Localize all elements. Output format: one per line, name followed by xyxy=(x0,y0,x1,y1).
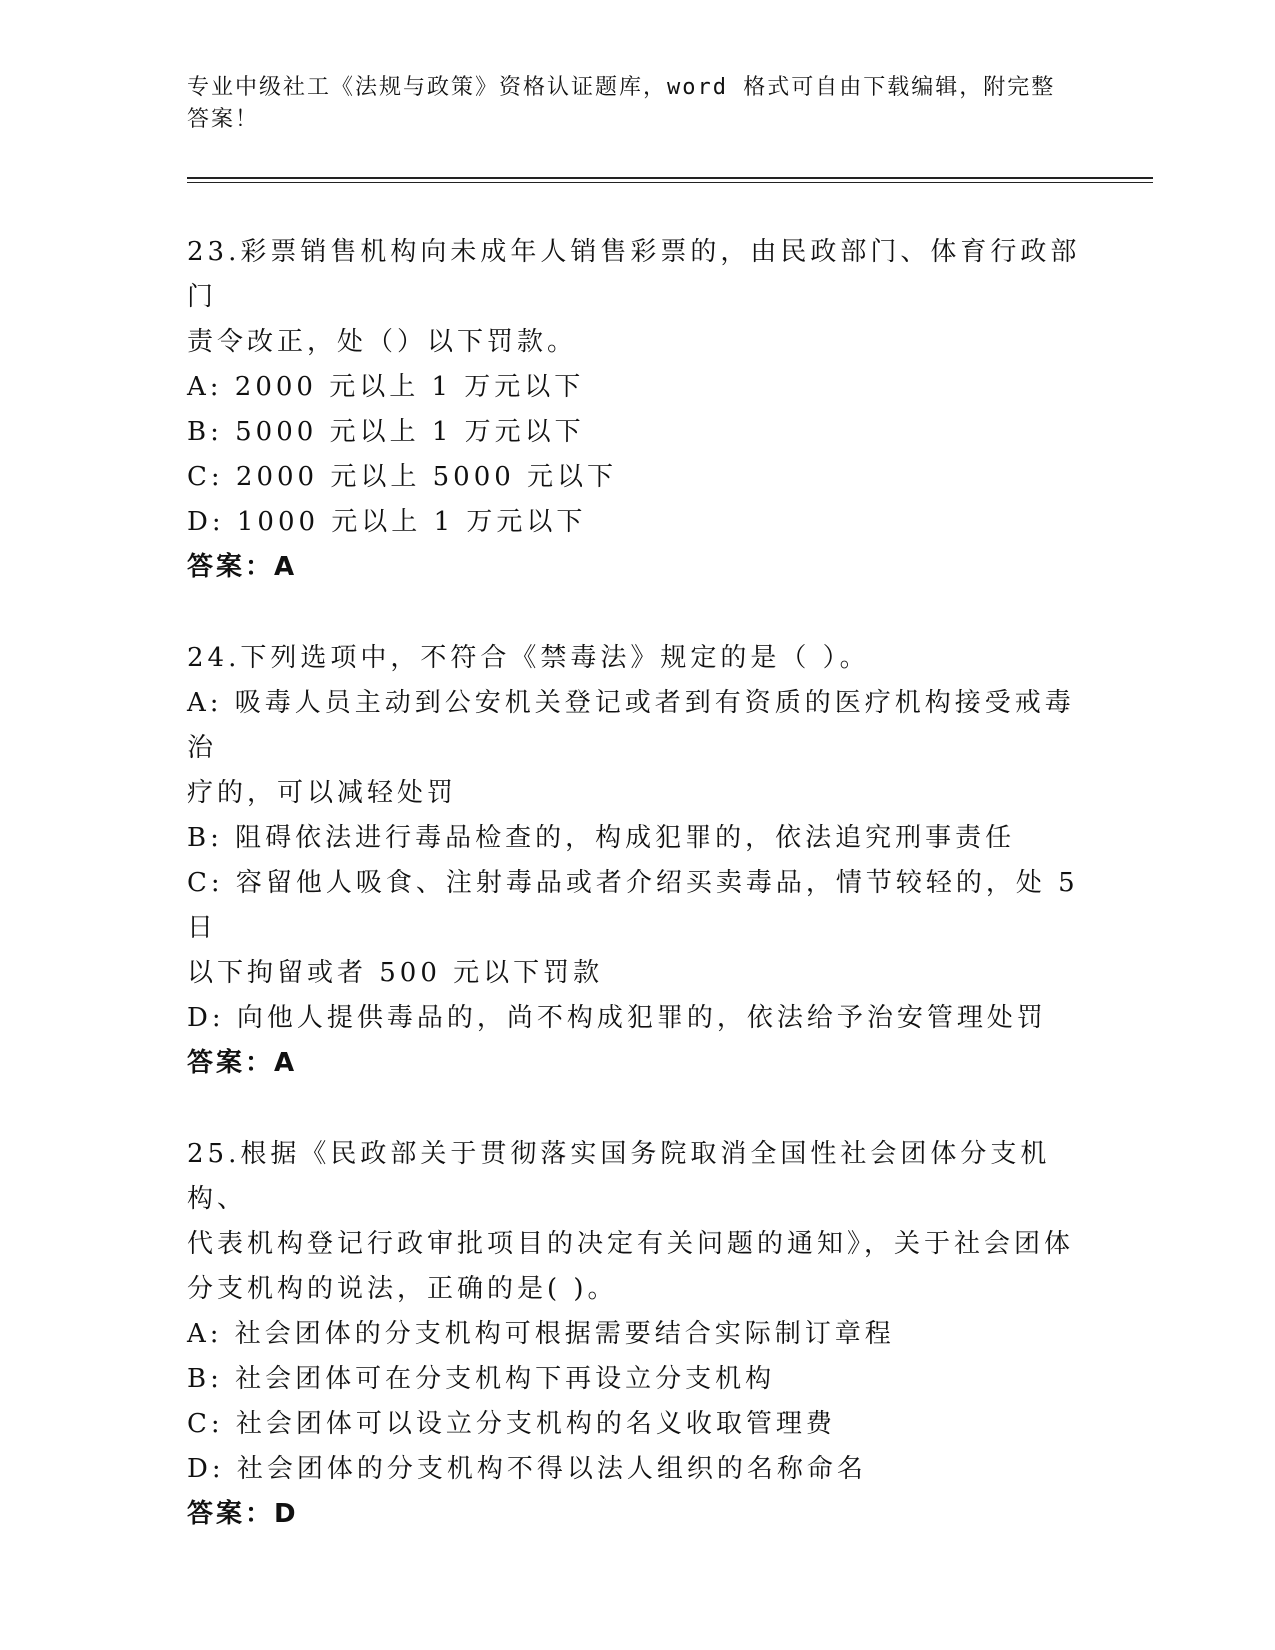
option-c: C: 2000 元以上 5000 元以下 xyxy=(187,462,618,492)
document-header xyxy=(187,72,1067,136)
question-stem-line: 23.彩票销售机构向未成年人销售彩票的，由民政部门、体育行政部门 xyxy=(187,237,1081,312)
answer-line: 答案：A xyxy=(187,1048,298,1078)
option-a-continued: 疗的，可以减轻处罚 xyxy=(187,778,458,808)
option-a: A: 社会团体的分支机构可根据需要结合实际制订章程 xyxy=(187,1319,895,1349)
question-stem-line: 代表机构登记行政审批项目的决定有关问题的通知》，关于社会团体 xyxy=(187,1229,1075,1259)
header-line-1: 专业中级社工《法规与政策》资格认证题库，word 格式可自由下载编辑，附完整 xyxy=(187,75,1056,100)
question-24 xyxy=(187,636,1087,1086)
option-c-continued: 以下拘留或者 500 元以下罚款 xyxy=(187,958,604,988)
question-25 xyxy=(187,1132,1087,1537)
option-d: D: 1000 元以上 1 万元以下 xyxy=(187,507,587,537)
header-divider-thick xyxy=(187,177,1153,179)
header-line-2: 答案！ xyxy=(187,107,260,132)
option-d: D: 社会团体的分支机构不得以法人组织的名称命名 xyxy=(187,1454,867,1484)
option-a: A: 吸毒人员主动到公安机关登记或者到有资质的医疗机构接受戒毒治 xyxy=(187,688,1075,763)
question-stem-line: 分支机构的说法，正确的是( )。 xyxy=(187,1274,618,1304)
option-b: B: 5000 元以上 1 万元以下 xyxy=(187,417,585,447)
question-23 xyxy=(187,230,1087,590)
question-stem-line: 责令改正，处（）以下罚款。 xyxy=(187,327,578,357)
answer-line: 答案：A xyxy=(187,552,298,582)
option-b: B: 阻碍依法进行毒品检查的，构成犯罪的，依法追究刑事责任 xyxy=(187,823,1016,853)
option-c: C: 社会团体可以设立分支机构的名义收取管理费 xyxy=(187,1409,836,1439)
option-b: B: 社会团体可在分支机构下再设立分支机构 xyxy=(187,1364,776,1394)
option-c: C: 容留他人吸食、注射毒品或者介绍买卖毒品，情节较轻的，处 5 日 xyxy=(187,868,1079,943)
question-stem-line: 24.下列选项中，不符合《禁毒法》规定的是（ ）。 xyxy=(187,643,870,673)
option-a: A: 2000 元以上 1 万元以下 xyxy=(187,372,585,402)
answer-line: 答案：D xyxy=(187,1499,299,1529)
question-list xyxy=(187,230,1087,1583)
header-divider-thin xyxy=(187,182,1153,183)
question-stem-line: 25.根据《民政部关于贯彻落实国务院取消全国性社会团体分支机构、 xyxy=(187,1139,1051,1214)
option-d: D: 向他人提供毒品的，尚不构成犯罪的，依法给予治安管理处罚 xyxy=(187,1003,1047,1033)
